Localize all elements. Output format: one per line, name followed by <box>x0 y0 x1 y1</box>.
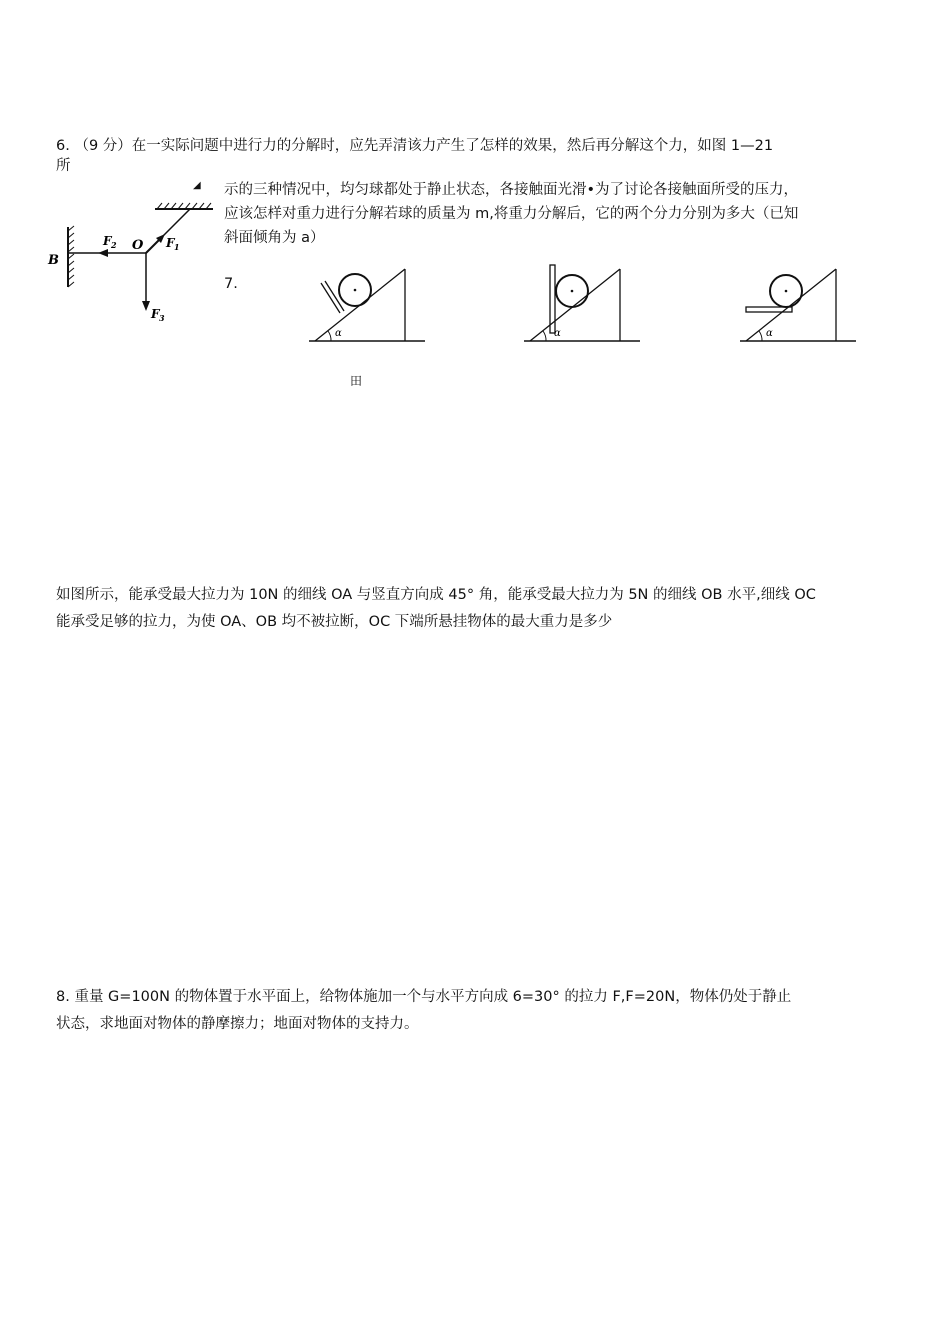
angle-arc <box>543 331 546 341</box>
label-f1-sub: 1 <box>174 242 180 252</box>
q7-line-1: 如图所示，能承受最大拉力为 10N 的细线 OA 与竖直方向成 45° 角，能承受最大拉力为 5N 的细线 OB 水平,细线 OC <box>56 587 816 603</box>
force-diagram <box>40 195 260 345</box>
incline-figure-2 <box>520 263 650 353</box>
figure-caption-glyph: 田 <box>350 374 363 388</box>
label-f1: F <box>166 236 175 250</box>
q7-number: 7. <box>224 276 238 292</box>
f3-arrowhead <box>142 301 150 311</box>
q6-line-5: 斜面倾角为 a） <box>224 230 325 246</box>
ball-center <box>785 290 788 293</box>
label-b: B <box>48 253 59 268</box>
q6-line-2: 所 <box>56 158 71 174</box>
angle-arc <box>759 331 762 341</box>
q8-line-1: 8. 重量 G=100N 的物体置于水平面上，给物体施加一个与水平方向成 6=30° 的拉力 F,F=20N，物体仍处于静止 <box>56 989 792 1005</box>
incline-figure-1 <box>305 263 435 353</box>
incline-figure-3 <box>736 263 866 353</box>
label-f3-sub: 3 <box>159 313 165 323</box>
q8-line-2: 状态，求地面对物体的静摩擦力；地面对物体的支持力。 <box>56 1016 419 1032</box>
q6-line-4: 应该怎样对重力进行分解若球的质量为 m,将重力分解后，它的两个分力分别为多大（已知 <box>224 206 799 222</box>
ball-center <box>571 290 574 293</box>
label-f2-sub: 2 <box>111 240 117 250</box>
q6-line-1: 6. （9 分）在一实际问题中进行力的分解时，应先弄清该力产生了怎样的效果，然后再分解这个力，如图 1—21 <box>56 138 774 154</box>
angle-arc <box>328 331 331 341</box>
label-f2: F <box>103 234 112 248</box>
ball-center <box>354 289 357 292</box>
alpha-label: α <box>554 328 561 339</box>
board-a <box>321 283 340 313</box>
alpha-label: α <box>335 328 342 339</box>
q7-line-2: 能承受足够的拉力，为使 OA、OB 均不被拉断，OC 下端所悬挂物体的最大重力是多少 <box>56 614 613 630</box>
q6-line-3: 示的三种情况中，均匀球都处于静止状态，各接触面光滑•为了讨论各接触面所受的压力， <box>224 182 799 198</box>
label-o: O <box>132 238 144 253</box>
incline-line <box>530 269 620 341</box>
incline-line <box>746 269 836 341</box>
q6-marker: ◢ <box>193 180 201 191</box>
alpha-label: α <box>766 328 773 339</box>
label-f3: F <box>151 307 160 321</box>
